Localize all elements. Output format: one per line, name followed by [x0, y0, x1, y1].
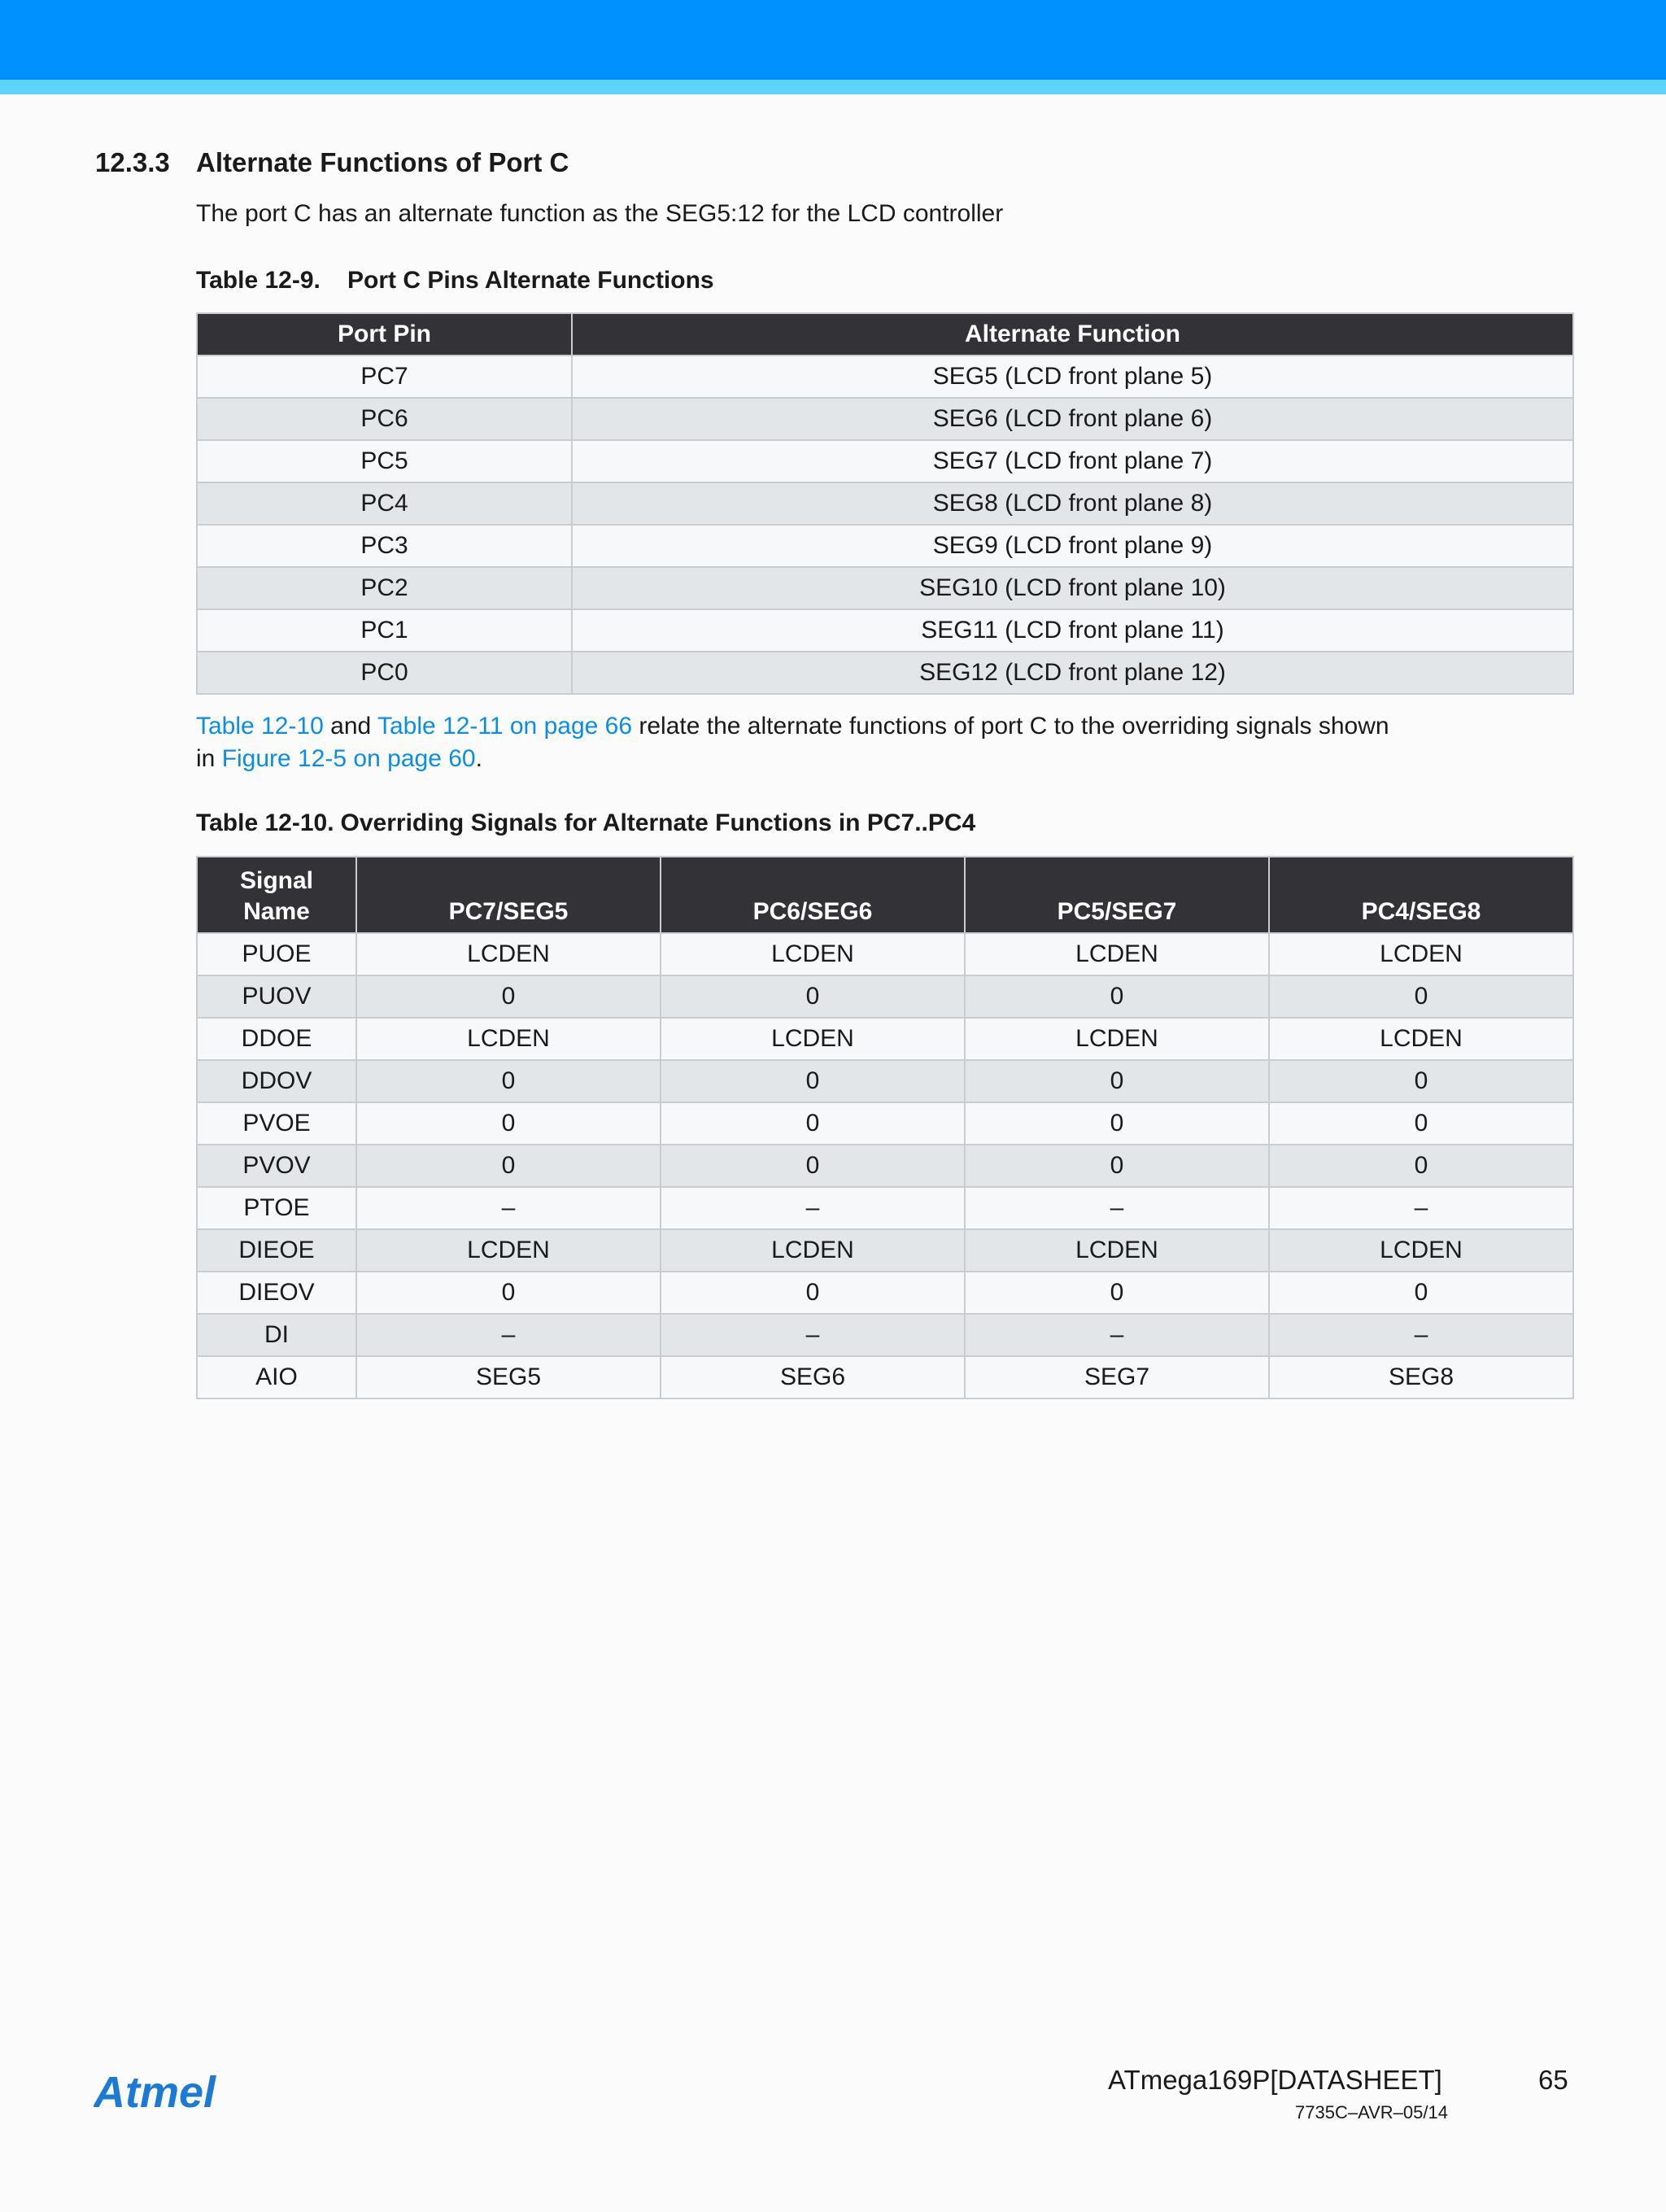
table1-caption	[196, 267, 714, 294]
table-header-row	[197, 857, 1573, 933]
table-cell: PC5	[197, 440, 572, 482]
table-row	[197, 975, 1573, 1018]
column-header: PC5/SEG7	[965, 857, 1269, 933]
table-cell: LCDEN	[1269, 1229, 1573, 1272]
table-cell: PC1	[197, 609, 572, 652]
table-cell: –	[1269, 1187, 1573, 1229]
table-cell: PTOE	[197, 1187, 356, 1229]
section-number: 12.3.3	[95, 147, 170, 177]
table-cell: PC0	[197, 652, 572, 694]
table-row	[197, 1060, 1573, 1102]
table-cell: PUOV	[197, 975, 356, 1018]
table-cell: SEG8	[1269, 1356, 1573, 1398]
table-cell: LCDEN	[1269, 1018, 1573, 1060]
table-cell: 0	[661, 975, 965, 1018]
paragraph-text: in	[196, 745, 222, 772]
column-header: Alternate Function	[572, 313, 1573, 356]
table-cell: –	[661, 1314, 965, 1356]
table2-caption-title: Overriding Signals for Alternate Functions in PC7..PC4	[340, 809, 976, 836]
table-cell: LCDEN	[356, 1018, 661, 1060]
table-cell: DDOE	[197, 1018, 356, 1060]
table-cell: –	[965, 1187, 1269, 1229]
table-cell: AIO	[197, 1356, 356, 1398]
header-line: Name	[243, 898, 310, 925]
table-cell: 0	[661, 1060, 965, 1102]
table-cell: –	[356, 1187, 661, 1229]
table-cell: 0	[661, 1145, 965, 1187]
table-cell: 0	[965, 1060, 1269, 1102]
table-row	[197, 1187, 1573, 1229]
logo-text: Atmel	[94, 2068, 216, 2117]
port-c-alternate-functions-table	[196, 312, 1574, 695]
table-cell: LCDEN	[965, 1018, 1269, 1060]
table-cell: SEG9 (LCD front plane 9)	[572, 525, 1573, 567]
table-cell: SEG8 (LCD front plane 8)	[572, 482, 1573, 525]
table-cell: 0	[965, 975, 1269, 1018]
column-header	[197, 857, 356, 933]
table-cell: LCDEN	[356, 933, 661, 975]
table-cell: PC4	[197, 482, 572, 525]
table-cell: 0	[356, 1060, 661, 1102]
footer-page-number: 65	[1538, 2065, 1568, 2095]
table2-caption-number: Table 12-10.	[196, 809, 334, 836]
paragraph-line	[196, 710, 1389, 743]
table-cell: PC2	[197, 567, 572, 609]
table-cell: –	[1269, 1314, 1573, 1356]
table-row	[197, 1145, 1573, 1187]
table-cell: 0	[965, 1272, 1269, 1314]
table-row	[197, 356, 1573, 398]
table-cell: 0	[661, 1272, 965, 1314]
table-cell: 0	[1269, 1272, 1573, 1314]
table-cell: SEG6 (LCD front plane 6)	[572, 398, 1573, 440]
table-cell: 0	[356, 1102, 661, 1145]
table-cell: SEG11 (LCD front plane 11)	[572, 609, 1573, 652]
atmel-logo	[94, 2068, 244, 2117]
table-row	[197, 567, 1573, 609]
table-cell: LCDEN	[661, 1018, 965, 1060]
table-cell: 0	[1269, 1060, 1573, 1102]
table-row	[197, 1102, 1573, 1145]
table-cell: SEG6	[661, 1356, 965, 1398]
table-cell: LCDEN	[356, 1229, 661, 1272]
footer-document-id: 7735C–AVR–05/14	[1295, 2102, 1448, 2123]
section-heading	[95, 147, 569, 178]
table-cell: PC6	[197, 398, 572, 440]
table-row	[197, 482, 1573, 525]
header-stripe	[0, 80, 1666, 94]
table-row	[197, 1314, 1573, 1356]
table-cell: 0	[661, 1102, 965, 1145]
column-header: PC6/SEG6	[661, 857, 965, 933]
table-cell: PVOV	[197, 1145, 356, 1187]
table-row	[197, 652, 1573, 694]
paragraph-text: and	[323, 713, 377, 740]
table2-caption	[196, 809, 975, 837]
paragraph-text: .	[475, 745, 482, 772]
section-title: Alternate Functions of Port C	[196, 147, 569, 177]
table-cell: 0	[965, 1145, 1269, 1187]
column-header: PC4/SEG8	[1269, 857, 1573, 933]
header-bar	[0, 0, 1666, 80]
table-row	[197, 1272, 1573, 1314]
table-cell: LCDEN	[661, 1229, 965, 1272]
table-row	[197, 525, 1573, 567]
table1-caption-number: Table 12-9.	[196, 267, 321, 294]
table-cell: 0	[1269, 1102, 1573, 1145]
table-cell: LCDEN	[965, 933, 1269, 975]
overriding-signals-table	[196, 856, 1574, 1399]
table-row	[197, 609, 1573, 652]
table-cell: DIEOE	[197, 1229, 356, 1272]
figure-12-5-link[interactable]: Figure 12-5 on page 60	[221, 745, 476, 772]
paragraph-text: relate the alternate functions of port C to the overriding signals shown	[632, 713, 1389, 740]
table-cell: 0	[356, 975, 661, 1018]
table-12-10-link[interactable]: Table 12-10	[196, 713, 324, 740]
table-cell: SEG12 (LCD front plane 12)	[572, 652, 1573, 694]
table-cell: LCDEN	[965, 1229, 1269, 1272]
footer-document-title: ATmega169P[DATASHEET]	[1108, 2065, 1442, 2095]
table-cell: 0	[1269, 1145, 1573, 1187]
table-cell: –	[661, 1187, 965, 1229]
table-row	[197, 440, 1573, 482]
table-header-row	[197, 313, 1573, 356]
table-12-11-link[interactable]: Table 12-11 on page 66	[377, 713, 633, 740]
table-cell: 0	[1269, 975, 1573, 1018]
table-cell: DI	[197, 1314, 356, 1356]
table-cell: LCDEN	[1269, 933, 1573, 975]
table-cell: 0	[356, 1145, 661, 1187]
table-cell: 0	[356, 1272, 661, 1314]
table-cell: PC7	[197, 356, 572, 398]
table-cell: –	[356, 1314, 661, 1356]
table-row	[197, 398, 1573, 440]
header-line: Signal	[239, 867, 313, 894]
table-cell: PUOE	[197, 933, 356, 975]
table-cell: PVOE	[197, 1102, 356, 1145]
table-cell: 0	[965, 1102, 1269, 1145]
intro-text: The port C has an alternate function as the SEG5:12 for the LCD controller	[196, 200, 1004, 227]
table-cell: SEG7 (LCD front plane 7)	[572, 440, 1573, 482]
table-cell: SEG5	[356, 1356, 661, 1398]
column-header: PC7/SEG5	[356, 857, 661, 933]
table-row	[197, 1229, 1573, 1272]
table-cell: SEG7	[965, 1356, 1269, 1398]
table-row	[197, 1018, 1573, 1060]
table-cell: DIEOV	[197, 1272, 356, 1314]
table-row	[197, 933, 1573, 975]
table-cell: LCDEN	[661, 933, 965, 975]
paragraph-line	[196, 743, 1389, 775]
table-cell: –	[965, 1314, 1269, 1356]
table-cell: DDOV	[197, 1060, 356, 1102]
column-header: Port Pin	[197, 313, 572, 356]
table-row	[197, 1356, 1573, 1398]
table-cell: PC3	[197, 525, 572, 567]
table-cell: SEG10 (LCD front plane 10)	[572, 567, 1573, 609]
cross-reference-paragraph	[196, 710, 1389, 775]
table-cell: SEG5 (LCD front plane 5)	[572, 356, 1573, 398]
table1-caption-title: Port C Pins Alternate Functions	[347, 267, 714, 294]
